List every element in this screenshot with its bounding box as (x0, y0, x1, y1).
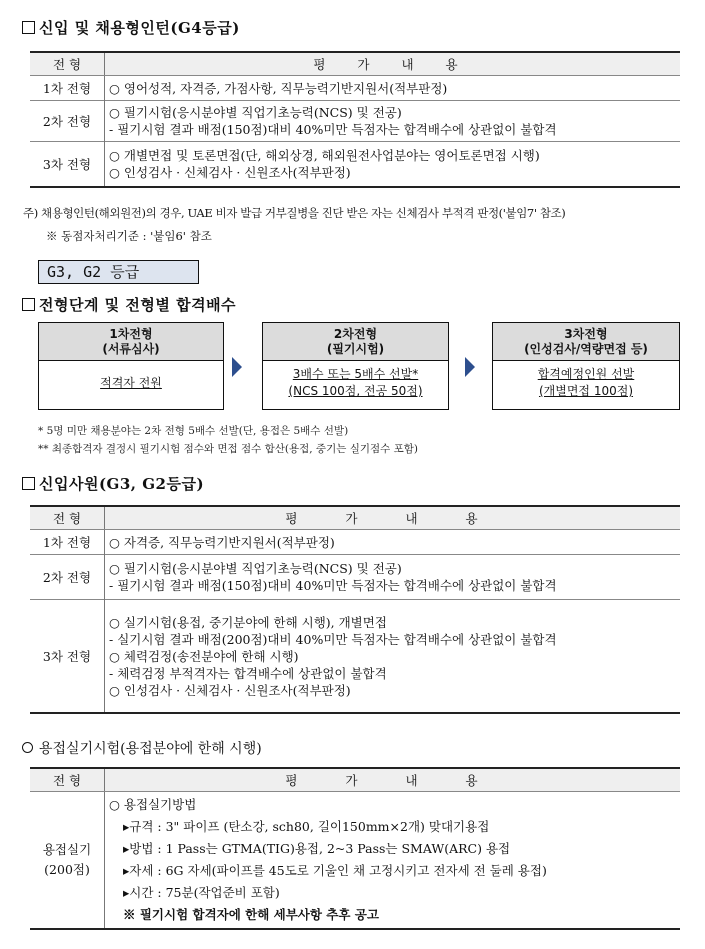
content-cell: ○ 필기시험(응시분야별 직업기초능력(NCS) 및 전공) - 필기시험 결과 배점(150점)대비 40%미만 득점자는 합격배수에 상관없이 불합격 (105, 555, 681, 600)
section-title-stages: 전형단계 및 전형별 합격배수 (22, 294, 236, 315)
arrow-right-icon (232, 357, 242, 377)
col-header-content: 평 가 내 용 (105, 768, 681, 792)
col-header-content: 평 가 내 용 (105, 52, 681, 76)
stage-cell: 2차 전형 (30, 555, 105, 600)
col-header-content: 평 가 내 용 (105, 506, 681, 530)
stage-box-3: 3차전형 (인성검사/역량면접 등) 합격예정인원 선발 (개별면접 100점) (492, 322, 680, 410)
note-tie-break: ※ 동점자처리기준 : '붙임6' 참조 (46, 229, 212, 243)
stage-cell: 3차 전형 (30, 600, 105, 714)
checkbox-square-icon (22, 21, 35, 34)
g4-evaluation-table (30, 51, 680, 188)
content-cell: ○ 개별면접 및 토론면접(단, 해외상경, 해외원전사업분야는 영어토론면접 시행) ○ 인성검사 · 신체검사 · 신원조사(적부판정) (105, 142, 681, 188)
stage-cell: 2차 전형 (30, 101, 105, 142)
grade-label-box: G3, G2 등급 (38, 260, 199, 284)
stage-box-2: 2차전형 (필기시험) 3배수 또는 5배수 선발* (NCS 100점, 전공 50점) (262, 322, 449, 410)
content-cell: ○ 자격증, 직무능력기반지원서(적부판정) (105, 530, 681, 555)
checkbox-square-icon (22, 298, 35, 311)
note-uae-visa: 주) 채용형인턴(해외원전)의 경우, UAE 비자 발급 거부질병을 진단 받은 자는 신체검사 부적격 판정('붙임7' 참조) (23, 206, 566, 220)
section-title-welding: 용접실기시험(용접분야에 한해 시행) (22, 738, 262, 758)
content-cell: ○ 영어성적, 자격증, 가점사항, 직무능력기반지원서(적부판정) (105, 76, 681, 101)
stage-box-1: 1차전형 (서류심사) 적격자 전원 (38, 322, 224, 410)
section-title-g4: 신입 및 채용형인턴(G4등급) (22, 17, 240, 38)
stage-cell: 3차 전형 (30, 142, 105, 188)
g3g2-evaluation-table (30, 505, 680, 714)
footnote-2: ** 최종합격자 결정시 필기시험 점수와 면접 점수 합산(용접, 중기는 실기점수 포함) (38, 443, 418, 455)
col-header-stage: 전 형 (30, 52, 105, 76)
content-cell: ○ 용접실기방법 ▸규격 : 3" 파이프 (탄소강, sch80, 길이150mm×2개) 맞대기용접 ▸방법 : 1 Pass는 GTMA(TIG)용접, 2~3 Pass는 SMAW(ARC) 용접 ▸자세 : 6G 자세(파이프를 45도로 기울인 채 고정시키고 전자세 전 둘레 용접) ▸시간 : 75분(작업준비 포함) ※ 필기시험 합격자에 한해 세부사항 추후 공고 (105, 792, 681, 930)
stage-cell: 용접실기 (200점) (30, 792, 105, 930)
stage-cell: 1차 전형 (30, 530, 105, 555)
stage-cell: 1차 전형 (30, 76, 105, 101)
welding-evaluation-table (30, 767, 680, 930)
checkbox-square-icon (22, 477, 35, 490)
content-cell: ○ 필기시험(응시분야별 직업기초능력(NCS) 및 전공) - 필기시험 결과 배점(150점)대비 40%미만 득점자는 합격배수에 상관없이 불합격 (105, 101, 681, 142)
col-header-stage: 전 형 (30, 506, 105, 530)
footnote-1: * 5명 미만 채용분야는 2차 전형 5배수 선발(단, 용접은 5배수 선발) (38, 425, 349, 437)
col-header-stage: 전 형 (30, 768, 105, 792)
circle-bullet-icon (22, 742, 33, 753)
content-cell: ○ 실기시험(용접, 중기분야에 한해 시행), 개별면접 - 실기시험 결과 배점(200점)대비 40%미만 득점자는 합격배수에 상관없이 불합격 ○ 체력검정(송전분야에 한해 시행) - 체력검정 부적격자는 합격배수에 상관없이 불합격 ○ 인성검사 · 신체검사 · 신원조사(적부판정) (105, 600, 681, 714)
arrow-right-icon (465, 357, 475, 377)
section-title-g3g2: 신입사원(G3, G2등급) (22, 473, 204, 494)
